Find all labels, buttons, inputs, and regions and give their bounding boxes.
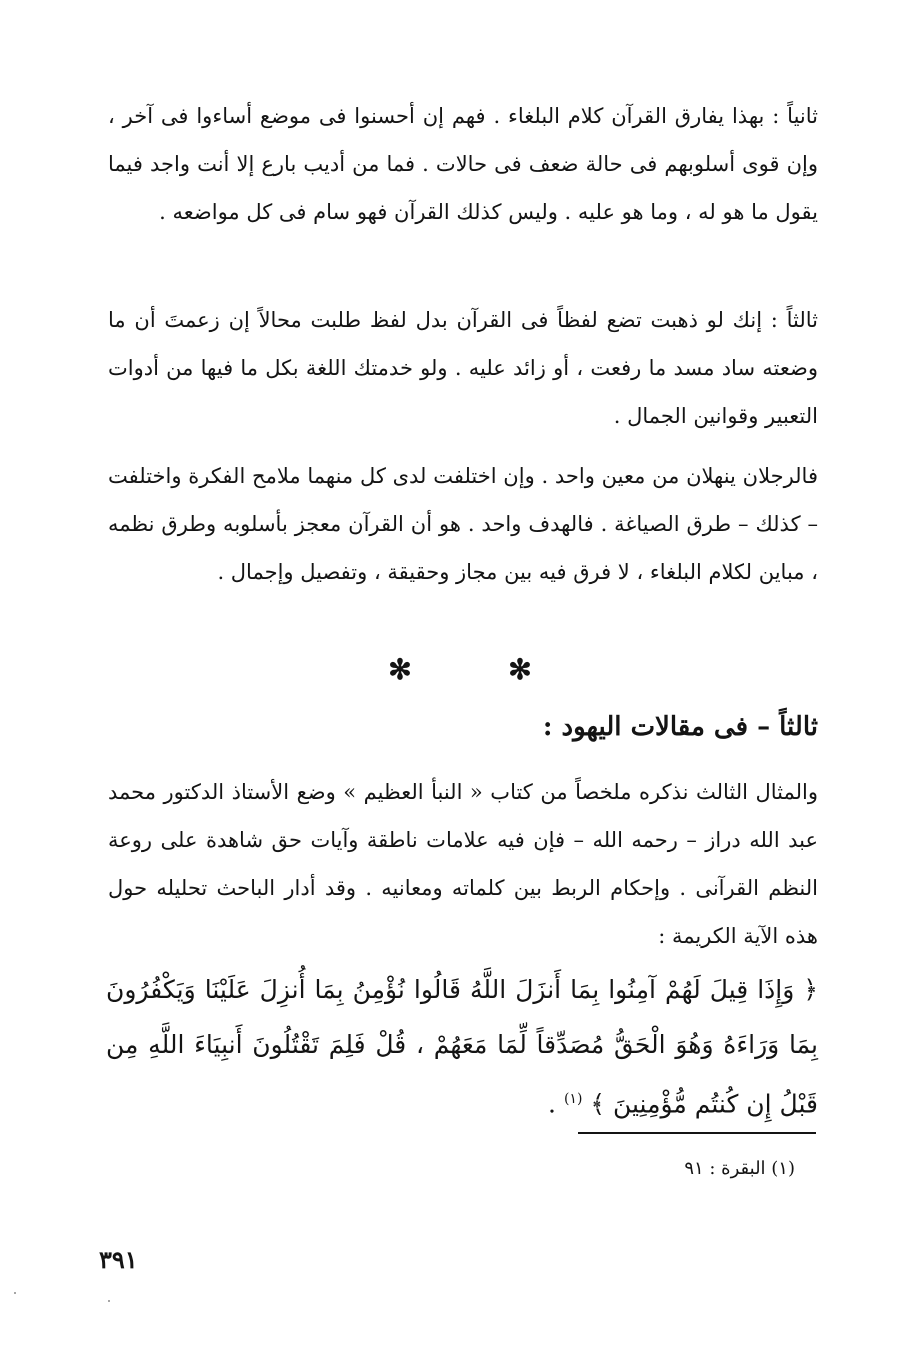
paragraph-conclusion [108, 452, 818, 596]
footnote-reference: (١) [563, 1091, 583, 1107]
asterisk-ornament-icon: ✻ [508, 653, 532, 686]
verse-end-punctuation: . [548, 1089, 556, 1119]
quran-verse [106, 962, 818, 1131]
paragraph-text: والمثال الثالث نذكره ملخصاً من كتاب « النبأ العظيم » وضع الأستاذ الدكتور محمد عبد الله دراز – رحمه الله – فإن فيه علامات ناطقة وآيات حق شاهدة على روعة النظم القرآنى . وإحكام الربط بين كلماته ومعانيه . وقد أدار الباحث تحليله حول هذه الآية الكريمة : [108, 780, 818, 948]
page-number: ٣٩١ [99, 1245, 138, 1274]
scan-speck [14, 1292, 16, 1294]
asterisk-ornament-icon: ✻ [388, 653, 412, 686]
section-heading: ثالثاً – فى مقالات اليهود : [542, 712, 818, 742]
footnote: (١) البقرة : ٩١ [684, 1158, 795, 1179]
footnote-separator [578, 1132, 816, 1134]
paragraph-second-point [108, 92, 818, 236]
paragraph-third-example [108, 768, 818, 960]
paragraph-text: ثانياً : بهذا يفارق القرآن كلام البلغاء . فهم إن أحسنوا فى موضع أساءوا فى آخر ، وإن قوى أسلوبهم فى حالة ضعف فى حالات . فما من أديب بارع إلا أنت واجد فيما يقول ما هو له ، وما هو عليه . وليس كذلك القرآن فهو سام فى كل مواضعه . [108, 104, 818, 224]
paragraph-text: ثالثاً : إنك لو ذهبت تضع لفظاً فى القرآن بدل لفظ طلبت محالاً إن زعمتَ أن ما وضعته ساد مسد ما رفعت ، أو زائد عليه . ولو خدمتك اللغة بكل ما فيها من أدوات التعبير وقوانين الجمال . [108, 308, 818, 428]
section-divider [380, 650, 540, 690]
paragraph-text: فالرجلان ينهلان من معين واحد . وإن اختلفت لدى كل منهما ملامح الفكرة واختلفت – كذلك – طرق الصياغة . فالهدف واحد . هو أن القرآن معجز بأسلوبه وطرق نظمه ، مباين لكلام البلغاء ، لا فرق فيه بين مجاز وحقيقة ، وتفصيل وإجمال . [108, 464, 818, 584]
verse-text: ﴿ وَإِذَا قِيلَ لَهُمْ آمِنُوا بِمَا أَنزَلَ اللَّهُ قَالُوا نُؤْمِنُ بِمَا أُنزِلَ عَلَيْنَا وَيَكْفُرُونَ بِمَا وَرَاءَهُ وَهُوَ الْحَقُّ مُصَدِّقاً لِّمَا مَعَهُمْ ، قُلْ فَلِمَ تَقْتُلُونَ أَنبِيَاءَ اللَّهِ مِن قَبْلُ إِن كُنتُم مُّؤْمِنِينَ ﴾ [106, 975, 818, 1119]
paragraph-third-point [108, 296, 818, 440]
scan-speck [108, 1300, 110, 1302]
